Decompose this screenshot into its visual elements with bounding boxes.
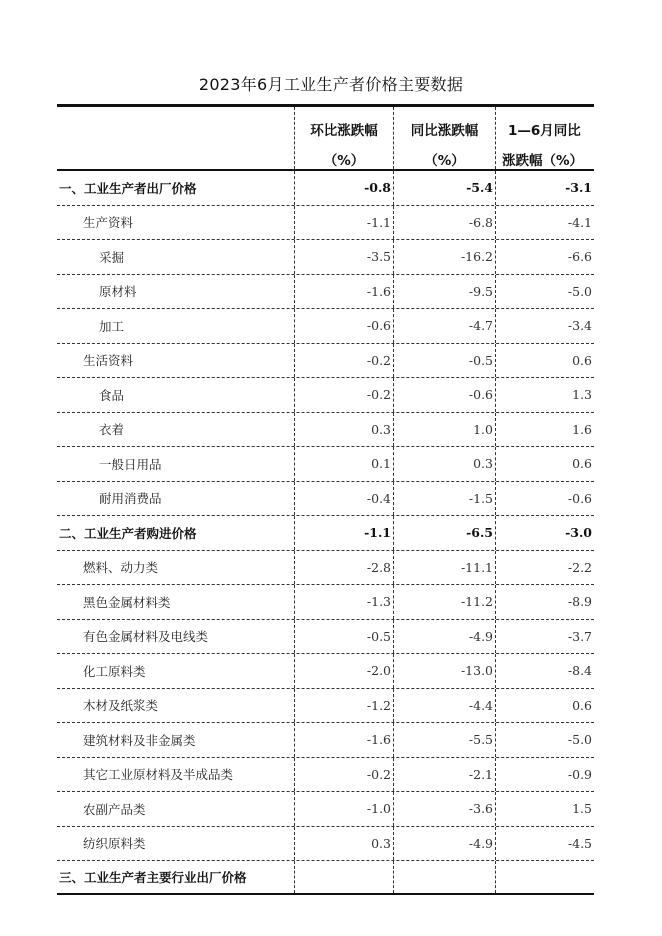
row-ytd-value: 0.6 bbox=[495, 344, 594, 378]
table-row bbox=[57, 758, 594, 793]
row-yoy-value: -0.6 bbox=[393, 378, 495, 412]
row-ytd-value: -6.6 bbox=[495, 240, 594, 274]
row-yoy-value: -1.5 bbox=[393, 482, 495, 516]
row-ytd-value: 0.6 bbox=[495, 447, 594, 481]
row-name: 耐用消费品 bbox=[99, 491, 162, 507]
table-row bbox=[57, 275, 594, 310]
row-mom-value: -1.2 bbox=[294, 689, 393, 723]
row-ytd-value: -5.0 bbox=[495, 723, 594, 757]
row-name: 生活资料 bbox=[83, 353, 134, 369]
row-name: 一般日用品 bbox=[99, 456, 162, 472]
table-row bbox=[57, 654, 594, 689]
row-yoy-value bbox=[393, 861, 495, 893]
row-yoy-value: 1.0 bbox=[393, 413, 495, 447]
row-yoy-value: -6.8 bbox=[393, 206, 495, 240]
row-name: 一、工业生产者出厂价格 bbox=[59, 180, 197, 196]
row-mom-value: 0.1 bbox=[294, 447, 393, 481]
row-mom-value: -0.2 bbox=[294, 758, 393, 792]
row-mom-value: -0.5 bbox=[294, 620, 393, 654]
row-mom-value: -1.3 bbox=[294, 585, 393, 619]
row-name: 化工原料类 bbox=[83, 663, 146, 679]
table-row bbox=[57, 344, 594, 379]
row-ytd-value: -8.9 bbox=[495, 585, 594, 619]
header-yoy bbox=[393, 107, 495, 169]
row-mom-value: -1.6 bbox=[294, 275, 393, 309]
row-name: 生产资料 bbox=[83, 215, 134, 231]
row-name: 其它工业原材料及半成品类 bbox=[83, 767, 234, 783]
row-ytd-value: -2.2 bbox=[495, 551, 594, 585]
row-ytd-value: 1.6 bbox=[495, 413, 594, 447]
row-mom-value: -0.2 bbox=[294, 344, 393, 378]
row-name: 纺织原料类 bbox=[83, 836, 146, 852]
row-yoy-value: -11.2 bbox=[393, 585, 495, 619]
row-ytd-value bbox=[495, 861, 594, 893]
row-ytd-value: -5.0 bbox=[495, 275, 594, 309]
row-name: 有色金属材料及电线类 bbox=[83, 629, 209, 645]
row-name: 采掘 bbox=[99, 249, 125, 265]
row-yoy-value: -4.9 bbox=[393, 620, 495, 654]
row-ytd-value: -8.4 bbox=[495, 654, 594, 688]
row-ytd-value: 0.6 bbox=[495, 689, 594, 723]
table-row bbox=[57, 551, 594, 586]
row-yoy-value: -5.5 bbox=[393, 723, 495, 757]
row-ytd-value: -4.1 bbox=[495, 206, 594, 240]
table-row bbox=[57, 723, 594, 758]
row-name: 建筑材料及非金属类 bbox=[83, 732, 196, 748]
row-mom-value: -0.2 bbox=[294, 378, 393, 412]
row-name: 三、工业生产者主要行业出厂价格 bbox=[59, 870, 247, 885]
row-name: 衣着 bbox=[99, 422, 125, 438]
table-row bbox=[57, 309, 594, 344]
row-mom-value: -0.6 bbox=[294, 309, 393, 343]
header-ytd bbox=[495, 107, 595, 169]
row-mom-value: -2.8 bbox=[294, 551, 393, 585]
row-name: 食品 bbox=[99, 387, 125, 403]
row-yoy-value: -2.1 bbox=[393, 758, 495, 792]
row-mom-value: -2.0 bbox=[294, 654, 393, 688]
table-row bbox=[57, 792, 594, 827]
row-mom-value: -1.1 bbox=[294, 516, 393, 550]
row-yoy-value: -6.5 bbox=[393, 516, 495, 550]
row-ytd-value: -3.7 bbox=[495, 620, 594, 654]
row-ytd-value: 1.5 bbox=[495, 792, 594, 826]
row-yoy-value: -4.4 bbox=[393, 689, 495, 723]
table-row bbox=[57, 827, 594, 862]
row-name: 农副产品类 bbox=[83, 801, 146, 817]
table-row bbox=[57, 482, 594, 517]
header-mom-line1: 环比涨跌幅 bbox=[310, 123, 378, 139]
row-yoy-value: -0.5 bbox=[393, 344, 495, 378]
header-mom bbox=[294, 107, 393, 169]
row-name: 原材料 bbox=[99, 284, 137, 300]
row-mom-value: -0.4 bbox=[294, 482, 393, 516]
row-yoy-value: -4.7 bbox=[393, 309, 495, 343]
row-yoy-value: -4.9 bbox=[393, 827, 495, 861]
table-row bbox=[57, 516, 594, 551]
table-row bbox=[57, 689, 594, 724]
table-row bbox=[57, 206, 594, 241]
row-ytd-value: -3.4 bbox=[495, 309, 594, 343]
row-yoy-value: -13.0 bbox=[393, 654, 495, 688]
table-row bbox=[57, 240, 594, 275]
row-ytd-value: -3.1 bbox=[495, 171, 594, 205]
row-name: 木材及纸浆类 bbox=[83, 698, 159, 714]
row-mom-value: -1.0 bbox=[294, 792, 393, 826]
row-name: 二、工业生产者购进价格 bbox=[59, 525, 197, 541]
row-yoy-value: -11.1 bbox=[393, 551, 495, 585]
row-mom-value: 0.3 bbox=[294, 413, 393, 447]
page-title: 2023年6月工业生产者价格主要数据 bbox=[198, 75, 464, 94]
header-ytd-line2: 涨跌幅（%） bbox=[502, 153, 584, 169]
table-body bbox=[57, 171, 594, 895]
row-name: 燃料、动力类 bbox=[83, 560, 159, 576]
row-yoy-value: -16.2 bbox=[393, 240, 495, 274]
row-mom-value: -3.5 bbox=[294, 240, 393, 274]
row-ytd-value: -0.6 bbox=[495, 482, 594, 516]
table-row bbox=[57, 861, 594, 895]
table-row bbox=[57, 585, 594, 620]
header-ytd-line1: 1—6月同比 bbox=[508, 123, 581, 139]
row-name: 黑色金属材料类 bbox=[83, 594, 171, 610]
row-yoy-value: -3.6 bbox=[393, 792, 495, 826]
row-mom-value: -1.1 bbox=[294, 206, 393, 240]
row-mom-value: -0.8 bbox=[294, 171, 393, 205]
row-mom-value: -1.6 bbox=[294, 723, 393, 757]
row-ytd-value: -4.5 bbox=[495, 827, 594, 861]
header-mom-line2: （%） bbox=[323, 153, 365, 169]
row-mom-value: 0.3 bbox=[294, 827, 393, 861]
row-yoy-value: -9.5 bbox=[393, 275, 495, 309]
table-row bbox=[57, 171, 594, 206]
row-ytd-value: -0.9 bbox=[495, 758, 594, 792]
row-name: 加工 bbox=[99, 318, 125, 334]
row-yoy-value: 0.3 bbox=[393, 447, 495, 481]
table-row bbox=[57, 378, 594, 413]
row-yoy-value: -5.4 bbox=[393, 171, 495, 205]
table-header bbox=[57, 107, 594, 171]
row-mom-value bbox=[294, 861, 393, 893]
price-data-table bbox=[57, 104, 594, 895]
row-ytd-value: -3.0 bbox=[495, 516, 594, 550]
table-row bbox=[57, 620, 594, 655]
table-row bbox=[57, 447, 594, 482]
table-row bbox=[57, 413, 594, 448]
header-yoy-line2: （%） bbox=[424, 153, 465, 169]
header-yoy-line1: 同比涨跌幅 bbox=[410, 123, 479, 139]
row-ytd-value: 1.3 bbox=[495, 378, 594, 412]
